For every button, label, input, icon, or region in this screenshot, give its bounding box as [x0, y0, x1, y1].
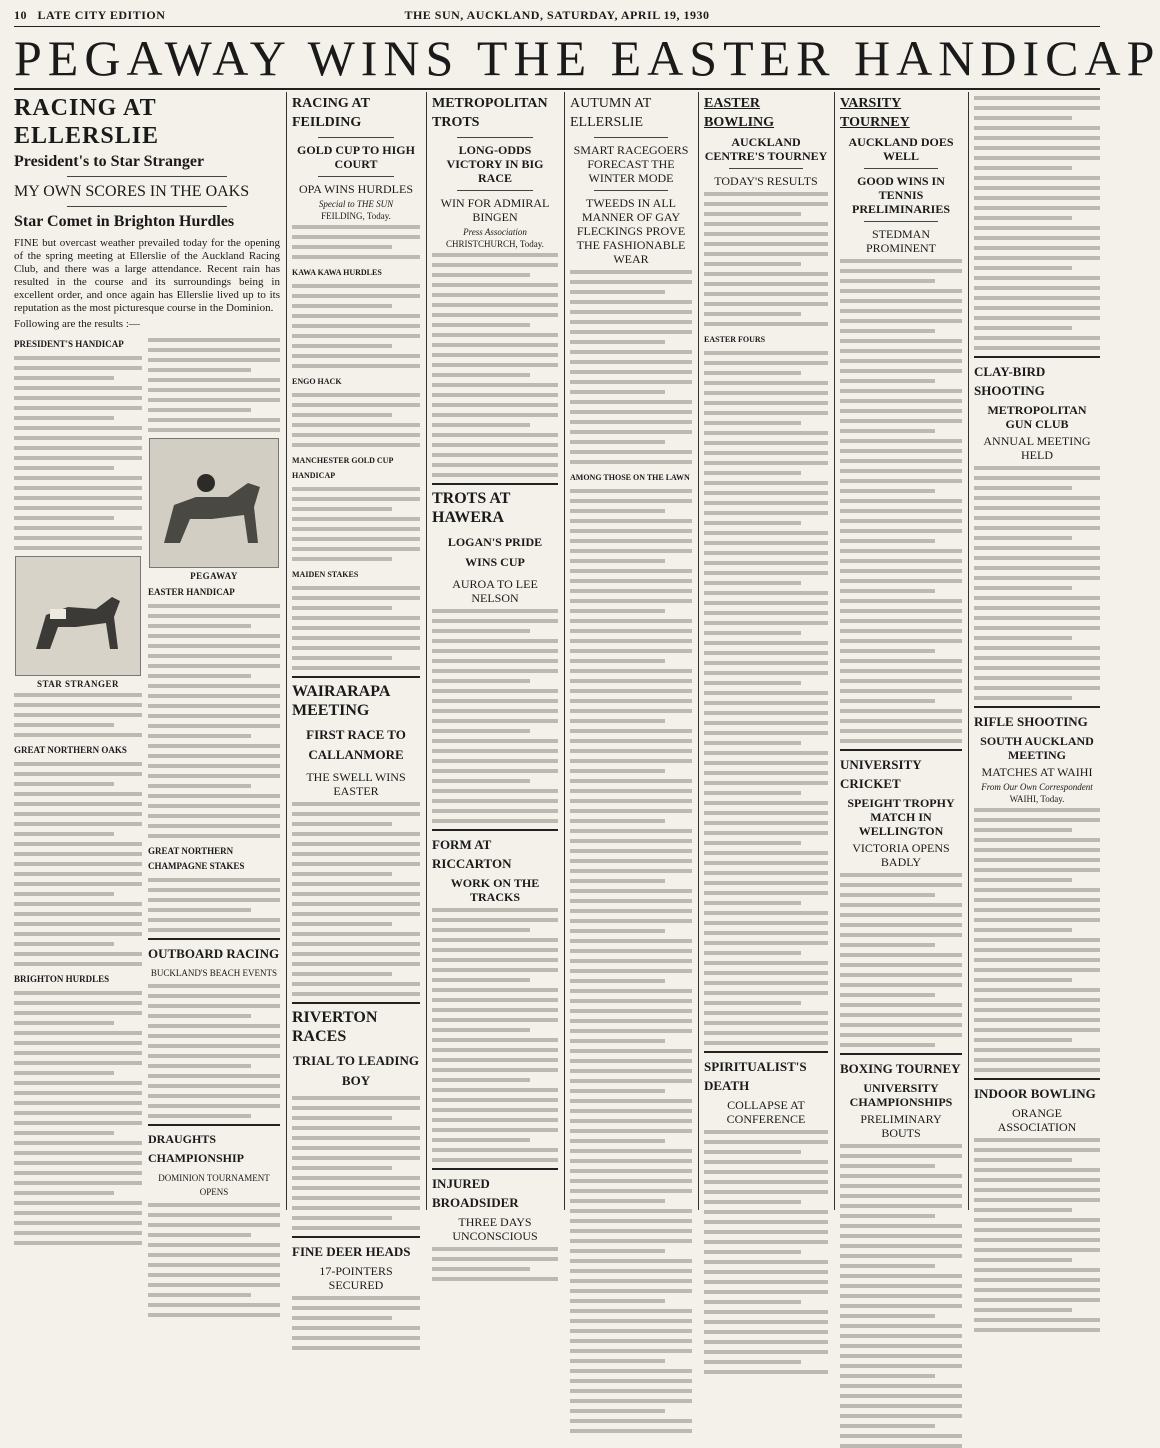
story-deck: COLLAPSE AT CONFERENCE	[726, 1098, 806, 1126]
story-title: CLAY-BIRD SHOOTING	[974, 364, 1046, 398]
text-body	[292, 225, 420, 259]
story-deck: SMART RACEGOERS FORECAST THE WINTER MODE	[573, 143, 689, 185]
text-body	[704, 192, 828, 326]
story-title: SPIRITUALIST'S DEATH	[704, 1059, 807, 1093]
story-deck: SPEIGHT TROPHY MATCH IN WELLINGTON	[847, 796, 955, 838]
text-body	[292, 393, 420, 447]
text-body	[840, 1144, 962, 1448]
story-deck: PRELIMINARY BOUTS	[860, 1112, 942, 1140]
story-deck: AUCKLAND DOES WELL	[848, 135, 954, 163]
divider	[292, 1002, 420, 1004]
dateline: WAIHI, Today.	[1009, 794, 1065, 804]
divider	[432, 483, 558, 485]
story-title: FORM AT RICCARTON	[432, 837, 512, 871]
story-title: TROTS AT HAWERA	[432, 490, 511, 526]
divider	[974, 1078, 1100, 1080]
text-body	[974, 96, 1100, 350]
divider	[457, 137, 533, 138]
text-body	[292, 1296, 420, 1350]
divider	[318, 176, 395, 177]
folio-line	[14, 6, 1100, 24]
story-deck: THE SWELL WINS EASTER	[306, 770, 406, 798]
lead-subcolumn	[148, 334, 280, 1323]
story-title: BOXING TOURNEY	[840, 1061, 961, 1076]
story-title: OUTBOARD RACING	[148, 946, 280, 961]
race-heading: MANCHESTER GOLD CUP HANDICAP	[292, 456, 393, 480]
column-varsity-tourney	[840, 92, 962, 1210]
text-body	[570, 270, 692, 464]
race-heading: MAIDEN STAKES	[292, 570, 359, 579]
story-deck: DOMINION TOURNAMENT OPENS	[158, 1173, 270, 1197]
text-body	[292, 586, 420, 670]
text-body	[292, 802, 420, 996]
text-body	[432, 1247, 558, 1281]
page-number-edition: 10 LATE CITY EDITION	[14, 8, 166, 22]
headline-rule	[14, 88, 1100, 90]
text-body	[14, 991, 142, 1245]
story-deck: WIN FOR ADMIRAL BINGEN	[440, 196, 550, 224]
section-heading: EASTER FOURS	[704, 335, 766, 344]
text-body	[148, 878, 280, 932]
story-deck: MY OWN SCORES IN THE OAKS	[14, 183, 250, 200]
text-body	[840, 259, 962, 743]
story-deck: GOOD WINS IN TENNIS PRELIMINARIES	[851, 174, 950, 216]
column-rule	[426, 92, 427, 1210]
text-body	[974, 466, 1100, 700]
story-deck: MATCHES AT WAIHI	[981, 765, 1093, 779]
text-body	[432, 609, 558, 823]
divider	[704, 1051, 828, 1053]
dateline: CHRISTCHURCH, Today.	[446, 239, 544, 249]
story-deck: VICTORIA OPENS BADLY	[852, 841, 950, 869]
column-racing-ellerslie	[14, 92, 280, 1210]
story-deck: SOUTH AUCKLAND MEETING	[980, 734, 1094, 762]
story-deck: UNIVERSITY CHAMPIONSHIPS	[849, 1081, 953, 1109]
divider	[729, 168, 803, 169]
story-title: DRAUGHTS CHAMPIONSHIP	[148, 1132, 244, 1165]
story-deck: FIRST RACE TO CALLANMORE	[306, 727, 406, 762]
dateline: FEILDING, Today.	[321, 211, 391, 221]
text-body	[704, 1130, 828, 1374]
photo-caption: STAR STRANGER	[36, 679, 120, 689]
divider	[840, 749, 962, 751]
credit-line: Special to THE SUN	[318, 199, 394, 209]
story-title: RACING AT ELLERSLIE	[14, 95, 160, 149]
divider	[974, 356, 1100, 358]
text-body	[292, 487, 420, 561]
divider	[457, 190, 533, 191]
column-racing-feilding	[292, 92, 420, 1292]
text-body	[432, 253, 558, 477]
text-body	[14, 693, 142, 737]
story-title: RIVERTON RACES	[292, 1009, 378, 1045]
column-metropolitan-trots	[432, 92, 558, 1243]
text-body	[148, 338, 280, 432]
divider	[67, 176, 227, 177]
story-title: RIFLE SHOOTING	[974, 714, 1088, 729]
race-heading: BRIGHTON HURDLES	[14, 974, 110, 984]
race-heading: ENGO HACK	[292, 377, 342, 386]
story-deck: STEDMAN PROMINENT	[865, 227, 936, 255]
lead-subcolumn	[14, 334, 142, 1323]
divider	[974, 706, 1100, 708]
story-subtitle: President's to Star Stranger	[14, 153, 205, 170]
text-body	[570, 489, 692, 1433]
story-deck: WORK ON THE TRACKS	[450, 876, 540, 904]
column-autumn-ellerslie	[570, 92, 692, 1210]
divider	[318, 137, 395, 138]
story-title: WAIRARAPA MEETING	[292, 683, 390, 719]
story-deck: THREE DAYS UNCONSCIOUS	[452, 1215, 538, 1243]
divider	[148, 938, 280, 940]
divider	[292, 676, 420, 678]
story-deck: Star Comet in Brighton Hurdles	[14, 213, 235, 230]
page-headline: PEGAWAY WINS THE EASTER HANDICAP	[14, 30, 1160, 86]
text-body	[974, 808, 1100, 1072]
race-heading: GREAT NORTHERN CHAMPAGNE STAKES	[148, 846, 245, 871]
story-title: UNIVERSITY CRICKET	[840, 757, 922, 791]
story-title: EASTER BOWLING	[704, 96, 775, 130]
story-deck: TWEEDS IN ALL MANNER OF GAY FLECKINGS PROVE THE FASHIONABLE WEAR	[576, 196, 686, 266]
column-rule	[834, 92, 835, 1210]
story-deck: OPA WINS HURDLES	[298, 182, 414, 196]
text-body	[292, 1096, 420, 1230]
divider	[148, 1124, 280, 1126]
top-rule	[14, 26, 1100, 27]
divider	[67, 206, 227, 207]
story-title: RACING AT FEILDING	[292, 96, 370, 130]
paper-date: THE SUN, AUCKLAND, SATURDAY, APRIL 19, 1930	[404, 8, 710, 22]
divider	[594, 190, 667, 191]
story-deck: ORANGE ASSOCIATION	[997, 1106, 1077, 1134]
story-deck: TRIAL TO LEADING BOY	[293, 1053, 419, 1088]
text-body	[840, 873, 962, 1047]
divider	[864, 168, 937, 169]
photo-caption: PEGAWAY	[190, 571, 238, 581]
photo-star-stranger	[15, 556, 141, 676]
column-easter-bowling	[704, 92, 828, 1210]
story-deck: ANNUAL MEETING HELD	[983, 434, 1091, 462]
credit-line: Press Association	[463, 227, 527, 237]
text-body	[974, 1138, 1100, 1332]
text-body	[14, 356, 142, 550]
race-heading: EASTER HANDICAP	[148, 587, 235, 597]
story-deck: BUCKLAND'S BEACH EVENTS	[150, 968, 278, 978]
story-deck: METROPOLITAN GUN CLUB	[987, 403, 1087, 431]
text-body	[704, 351, 828, 1045]
story-deck: AUROA TO LEE NELSON	[452, 577, 538, 605]
story-title: INDOOR BOWLING	[974, 1086, 1096, 1101]
divider	[594, 137, 667, 138]
divider	[292, 1236, 420, 1238]
story-deck: LONG-ODDS VICTORY IN BIG RACE	[446, 143, 544, 185]
section-heading: AMONG THOSE ON THE LAWN	[570, 473, 690, 482]
text-body	[148, 1203, 280, 1317]
text-body	[148, 604, 280, 838]
divider	[432, 829, 558, 831]
text-body	[432, 908, 558, 1162]
divider	[864, 221, 937, 222]
lead-paragraph: FINE but overcast weather prevailed today for the opening of the spring meeting at Ellerslie of the Auckland Racing Club, and there was a large attendance. Recent rain has resulted in the course and its surroundings being in excellent order, and once again has Ellerslie lived up to its reputation as the most picturesque course in the Dominion. Following are the results :—	[14, 237, 280, 330]
column-rule	[968, 92, 969, 1210]
story-deck: AUCKLAND CENTRE'S TOURNEY	[704, 135, 828, 163]
story-title: FINE DEER HEADS	[292, 1244, 411, 1259]
text-body	[14, 762, 142, 966]
story-deck: TODAY'S RESULTS	[714, 174, 818, 188]
race-heading: GREAT NORTHERN OAKS	[14, 745, 127, 755]
story-title: AUTUMN AT ELLERSLIE	[570, 96, 652, 130]
story-title: INJURED BROADSIDER	[432, 1176, 519, 1210]
column-rule	[564, 92, 565, 1210]
text-body	[148, 984, 280, 1118]
lead-body	[14, 334, 280, 1323]
race-heading: KAWA KAWA HURDLES	[292, 268, 382, 277]
text-body	[292, 284, 420, 368]
divider	[840, 1053, 962, 1055]
column-shooting-bowling	[974, 92, 1100, 1210]
story-deck: GOLD CUP TO HIGH COURT	[297, 143, 415, 171]
divider	[432, 1168, 558, 1170]
story-deck: 17-POINTERS SECURED	[319, 1264, 393, 1292]
story-deck: LOGAN'S PRIDE WINS CUP	[447, 535, 543, 569]
race-heading: PRESIDENT'S HANDICAP	[14, 339, 124, 349]
story-title: VARSITY TOURNEY	[840, 96, 910, 130]
story-title: METROPOLITAN TROTS	[432, 96, 548, 130]
column-rule	[286, 92, 287, 1210]
photo-pegaway	[149, 438, 279, 568]
column-rule	[698, 92, 699, 1210]
credit-line: From Our Own Correspondent	[981, 782, 1093, 792]
